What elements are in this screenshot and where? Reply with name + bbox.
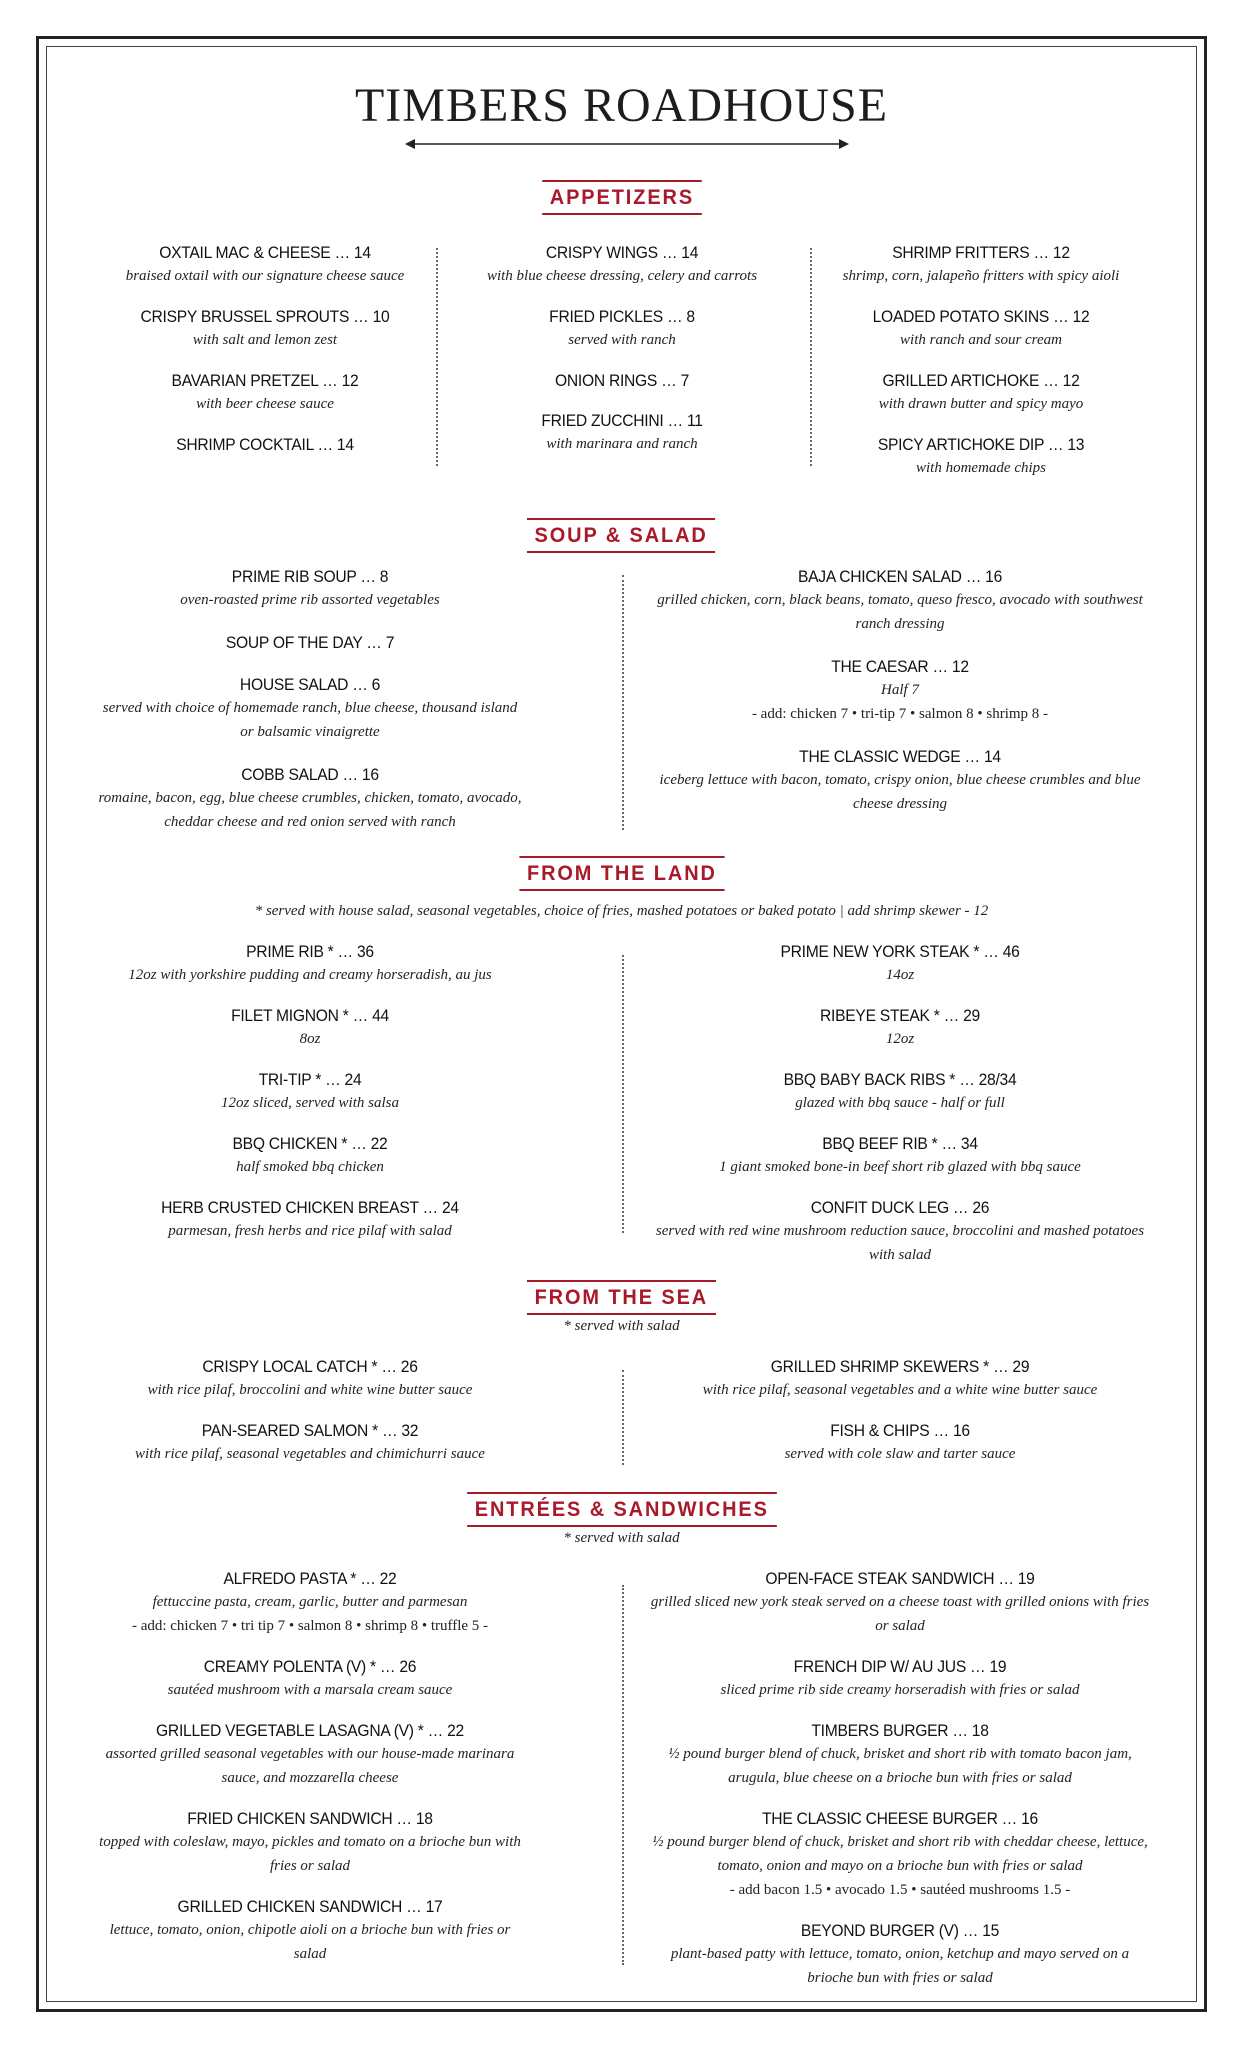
menu-item [800,434,1162,480]
menu-item [95,566,525,612]
menu-item [95,674,525,744]
menu-item [95,1005,525,1051]
menu-item [440,242,804,288]
menu-item [650,1720,1150,1790]
menu-item-description: served with ranch [568,332,676,348]
menu-item-name: CRISPY LOCAL CATCH * … 26 [202,1357,418,1376]
menu-item-name: PRIME RIB * … 36 [246,942,374,961]
menu-item-name: TIMBERS BURGER … 18 [811,1721,989,1740]
land-right-column [650,941,1150,1267]
menu-item-name: GRILLED VEGETABLE LASAGNA (V) * … 22 [156,1721,464,1740]
menu-item [650,1005,1150,1051]
menu-item [95,1069,525,1115]
menu-item [95,632,525,654]
menu-item-description: oven-roasted prime rib assorted vegetables [180,592,440,608]
menu-item [800,242,1162,288]
menu-item [650,1133,1150,1179]
menu-item [440,370,804,392]
menu-item-description: grilled sliced new york steak served on a cheese toast with grilled onions with fries or salad [650,1594,1150,1634]
menu-item-description: 14oz [885,967,915,983]
menu-item [650,656,1150,726]
sea-served-with-note: * served with salad [563,1318,680,1334]
menu-item [650,1808,1150,1902]
menu-item-description: glazed with bbq sauce - half or full [795,1095,1005,1111]
menu-item-name: THE CAESAR … 12 [831,657,969,676]
menu-item-name: FRENCH DIP W/ AU JUS … 19 [793,1657,1007,1676]
menu-item-description: ½ pound burger blend of chuck, brisket and short rib with cheddar cheese, lettuce, tomato, onion and mayo on a brioche bun with fries or salad [652,1834,1148,1874]
menu-item-name: PAN-SEARED SALMON * … 32 [201,1421,419,1440]
menu-item-name: PRIME RIB SOUP … 8 [231,567,389,586]
menu-item [650,1420,1150,1466]
menu-item-name: COBB SALAD … 16 [241,765,379,784]
menu-item [440,410,804,456]
menu-item [95,1896,525,1966]
menu-item-description: with rice pilaf, broccolini and white wine butter sauce [147,1382,473,1398]
menu-item-name: FRIED ZUCCHINI … 11 [541,411,703,430]
menu-item-description: sliced prime rib side creamy horseradish with fries or salad [720,1682,1080,1698]
appetizers-column-1 [85,242,445,456]
menu-item [650,746,1150,816]
column-divider [622,955,624,1233]
menu-item-name: BBQ CHICKEN * … 22 [232,1134,388,1153]
menu-item [650,1568,1150,1638]
menu-item-name: SHRIMP FRITTERS … 12 [892,243,1070,262]
menu-item-name: CONFIT DUCK LEG … 26 [810,1198,990,1217]
menu-item-description: served with cole slaw and tarter sauce [784,1446,1016,1462]
menu-item-description: 1 giant smoked bone-in beef short rib glazed with bbq sauce [719,1159,1081,1175]
menu-item-description: iceberg lettuce with bacon, tomato, crispy onion, blue cheese crumbles and blue cheese dressing [659,772,1141,812]
menu-item-name: GRILLED SHRIMP SKEWERS * … 29 [770,1357,1030,1376]
column-divider [622,1585,624,1965]
menu-item [650,566,1150,636]
menu-item-name: ONION RINGS … 7 [554,371,690,390]
menu-item-name: RIBEYE STEAK * … 29 [820,1006,980,1025]
menu-item-description: with blue cheese dressing, celery and carrots [486,268,758,284]
menu-item-name: BAJA CHICKEN SALAD … 16 [797,567,1003,586]
sea-right-column [650,1356,1150,1466]
menu-item-description: with drawn butter and spicy mayo [878,396,1084,412]
menu-item-name: HERB CRUSTED CHICKEN BREAST … 24 [161,1198,459,1217]
menu-item-description: romaine, bacon, egg, blue cheese crumbles, chicken, tomato, avocado, cheddar cheese and red onion served with ranch [98,790,522,830]
menu-item-name: GRILLED ARTICHOKE … 12 [882,371,1080,390]
column-divider [436,248,438,466]
section-heading-entrees-sandwiches: ENTRÉES & SANDWICHES [0,1492,1243,1527]
menu-item-description: 8oz [299,1031,321,1047]
section-heading-from-the-land: FROM THE LAND [0,856,1243,891]
column-divider [810,248,812,466]
menu-item-description: lettuce, tomato, onion, chipotle aioli on a brioche bun with fries or salad [109,1922,511,1962]
menu-item [95,1656,525,1702]
column-divider [622,575,624,830]
menu-item [95,1568,525,1638]
menu-item [650,1197,1150,1267]
menu-item-name: FISH & CHIPS … 16 [830,1421,970,1440]
menu-item [95,1808,525,1878]
menu-item-description: Half 7 [881,682,919,698]
menu-item-name: CREAMY POLENTA (V) * … 26 [203,1657,417,1676]
restaurant-title: TIMBERS ROADHOUSE [354,79,889,132]
menu-item-description: 12oz with yorkshire pudding and creamy horseradish, au jus [128,967,492,983]
menu-item-name: SHRIMP COCKTAIL … 14 [176,435,354,454]
entrees-left-column [95,1568,525,1966]
entrees-served-with-note: * served with salad [563,1530,680,1546]
menu-item-name: OPEN-FACE STEAK SANDWICH … 19 [765,1569,1035,1588]
menu-item-name: SOUP OF THE DAY … 7 [225,633,395,652]
menu-item-name: FRIED PICKLES … 8 [549,307,695,326]
menu-item-description: grilled chicken, corn, black beans, tomato, queso fresco, avocado with southwest ranch dressing [657,592,1143,632]
menu-item [800,370,1162,416]
menu-item-description: half smoked bbq chicken [236,1159,384,1175]
menu-item [95,1356,525,1402]
menu-item-description: with beer cheese sauce [196,396,334,412]
menu-item-name: CRISPY BRUSSEL SPROUTS … 10 [140,307,390,326]
land-served-with-note: * served with house salad, seasonal vegetables, choice of fries, mashed potatoes or baked potato | add shrimp skewer - 12 [254,903,989,919]
menu-item-description: 12oz [885,1031,915,1047]
menu-item-addons: - add bacon 1.5 • avocado 1.5 • sautéed mushrooms 1.5 - [729,1882,1071,1898]
menu-item-description: plant-based patty with lettuce, tomato, onion, ketchup and mayo served on a brioche bun with fries or salad [670,1946,1130,1986]
menu-item-name: FILET MIGNON * … 44 [231,1006,389,1025]
menu-item-name: BBQ BEEF RIB * … 34 [822,1134,978,1153]
menu-item-description: with salt and lemon zest [192,332,338,348]
menu-item [85,370,445,416]
menu-item-description: with homemade chips [916,460,1046,476]
soup-salad-left-column [95,566,525,834]
menu-item-description: served with choice of homemade ranch, blue cheese, thousand island or balsamic vinaigrette [102,700,518,740]
menu-item-name: FRIED CHICKEN SANDWICH … 18 [187,1809,433,1828]
sea-left-column [95,1356,525,1466]
menu-item [85,242,445,288]
menu-item-description: with ranch and sour cream [900,332,1062,348]
menu-item-name: PRIME NEW YORK STEAK * … 46 [780,942,1020,961]
menu-item-description: with marinara and ranch [546,436,698,452]
menu-item [650,1069,1150,1115]
section-heading-soup-salad: SOUP & SALAD [0,518,1243,553]
menu-item-description: ½ pound burger blend of chuck, brisket and short rib with tomato bacon jam, arugula, blue cheese on a brioche bun with fries or salad [668,1746,1132,1786]
menu-item [95,1720,525,1790]
menu-item [440,306,804,352]
menu-item [95,1420,525,1466]
menu-item [800,306,1162,352]
menu-item [95,764,525,834]
soup-salad-right-column [650,566,1150,816]
column-divider [622,1370,624,1465]
menu-item-name: SPICY ARTICHOKE DIP … 13 [877,435,1085,454]
menu-item-name: BBQ BABY BACK RIBS * … 28/34 [783,1070,1017,1089]
menu-item-addons: - add: chicken 7 • tri tip 7 • salmon 8 • shrimp 8 • truffle 5 - [131,1618,489,1634]
menu-item-description: with rice pilaf, seasonal vegetables and chimichurri sauce [135,1446,485,1462]
menu-item-name: THE CLASSIC WEDGE … 14 [799,747,1001,766]
menu-item-description: with rice pilaf, seasonal vegetables and a white wine butter sauce [702,1382,1098,1398]
menu-item-name: GRILLED CHICKEN SANDWICH … 17 [177,1897,443,1916]
menu-item-name: TRI-TIP * … 24 [258,1070,362,1089]
menu-item [95,1197,525,1243]
menu-item-description: fettuccine pasta, cream, garlic, butter and parmesan [152,1594,468,1610]
menu-item-description: 12oz sliced, served with salsa [221,1095,399,1111]
menu-item-description: shrimp, corn, jalapeño fritters with spicy aioli [842,268,1120,284]
land-left-column [95,941,525,1243]
menu-item-name: LOADED POTATO SKINS … 12 [872,307,1090,326]
menu-item [85,306,445,352]
menu-item [650,1356,1150,1402]
menu-item [650,1920,1150,1990]
entrees-right-column [650,1568,1150,1990]
appetizers-column-2 [440,242,804,456]
appetizers-column-3 [800,242,1162,480]
title-arrow-ornament [405,137,849,151]
menu-item-name: BEYOND BURGER (V) … 15 [800,1921,1000,1940]
menu-item [95,941,525,987]
menu-item-name: HOUSE SALAD … 6 [239,675,381,694]
menu-item-name: OXTAIL MAC & CHEESE … 14 [159,243,371,262]
menu-item-description: braised oxtail with our signature cheese sauce [125,268,405,284]
menu-item-name: THE CLASSIC CHEESE BURGER … 16 [762,1809,1038,1828]
menu-item-addons: - add: chicken 7 • tri-tip 7 • salmon 8 • shrimp 8 - [751,706,1049,722]
menu-item-description: served with red wine mushroom reduction sauce, broccolini and mashed potatoes with salad [655,1223,1145,1263]
menu-item-name: CRISPY WINGS … 14 [545,243,699,262]
menu-item [85,434,445,456]
menu-item-description: parmesan, fresh herbs and rice pilaf with salad [168,1223,452,1239]
menu-item-description: sautéed mushroom with a marsala cream sauce [167,1682,453,1698]
menu-item-name: BAVARIAN PRETZEL … 12 [171,371,359,390]
section-heading-from-the-sea: FROM THE SEA [0,1280,1243,1315]
menu-item-description: assorted grilled seasonal vegetables with our house-made marinara sauce, and mozzarella cheese [105,1746,515,1786]
menu-item [650,1656,1150,1702]
menu-item-name: ALFREDO PASTA * … 22 [223,1569,397,1588]
menu-item-description: topped with coleslaw, mayo, pickles and tomato on a brioche bun with fries or salad [99,1834,521,1874]
menu-item [95,1133,525,1179]
menu-item [650,941,1150,987]
section-heading-appetizers: APPETIZERS [0,180,1243,215]
